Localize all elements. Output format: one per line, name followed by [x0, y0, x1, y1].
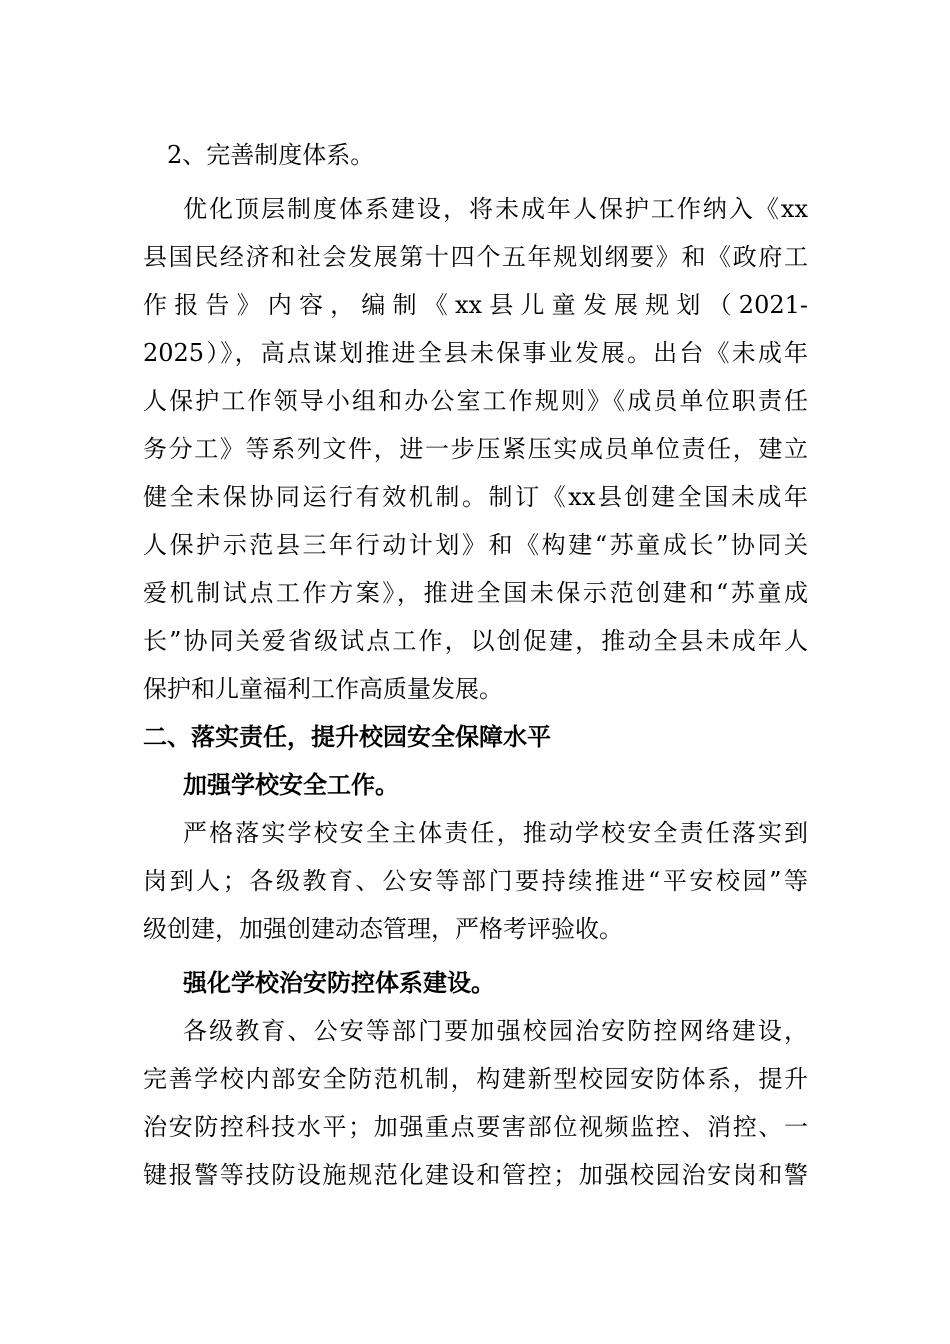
paragraph-line: 作报告》内容，编制《xx县儿童发展规划（2021-	[143, 291, 808, 319]
paragraph-line: 严格落实学校安全主体责任，推动学校安全责任落实到	[183, 819, 808, 847]
paragraph-line: 人保护示范县三年行动计划》和《构建“苏童成长”协同关	[143, 531, 808, 559]
paragraph-1	[143, 185, 808, 713]
paragraph-line: 优化顶层制度体系建设，将未成年人保护工作纳入《xx	[183, 195, 808, 223]
paragraph-line: 治安防控科技水平；加强重点要害部位视频监控、消控、一	[143, 1113, 808, 1141]
section-2-title: 2、完善制度体系。	[167, 141, 375, 169]
paragraph-line: 健全未保协同运行有效机制。制订《xx县创建全国未成年	[143, 483, 808, 511]
paragraph-line: 保护和儿童福利工作高质量发展。	[143, 675, 503, 703]
paragraph-line: 级创建，加强创建动态管理，严格考评验收。	[143, 915, 623, 943]
paragraph-line: 人保护工作领导小组和办公室工作规则》《成员单位职责任	[143, 387, 808, 415]
paragraph-line: 键报警等技防设施规范化建设和管控；加强校园治安岗和警	[143, 1161, 808, 1189]
document-page	[143, 131, 808, 1199]
paragraph-line: 完善学校内部安全防范机制，构建新型校园安防体系，提升	[143, 1065, 808, 1093]
subsection-title: 加强学校安全工作。	[183, 771, 399, 799]
paragraph-line: 爱机制试点工作方案》，推进全国未保示范创建和“苏童成	[143, 579, 808, 607]
section-heading: 二、落实责任，提升校园安全保障水平	[143, 723, 551, 751]
subsection-title: 强化学校治安防控体系建设。	[183, 969, 495, 997]
paragraph-line: 县国民经济和社会发展第十四个五年规划纲要》和《政府工	[143, 243, 808, 271]
paragraph-line: 务分工》等系列文件，进一步压紧压实成员单位责任，建立	[143, 435, 808, 463]
paragraph-3	[143, 1007, 808, 1199]
paragraph-line: 岗到人；各级教育、公安等部门要持续推进“平安校园”等	[143, 867, 808, 895]
paragraph-line: 各级教育、公安等部门要加强校园治安防控网络建设，	[183, 1017, 808, 1045]
paragraph-line: 长”协同关爱省级试点工作，以创促建，推动全县未成年人	[143, 627, 808, 655]
paragraph-2	[143, 809, 808, 953]
paragraph-line: 2025）》，高点谋划推进全县未保事业发展。出台《未成年	[143, 339, 808, 367]
